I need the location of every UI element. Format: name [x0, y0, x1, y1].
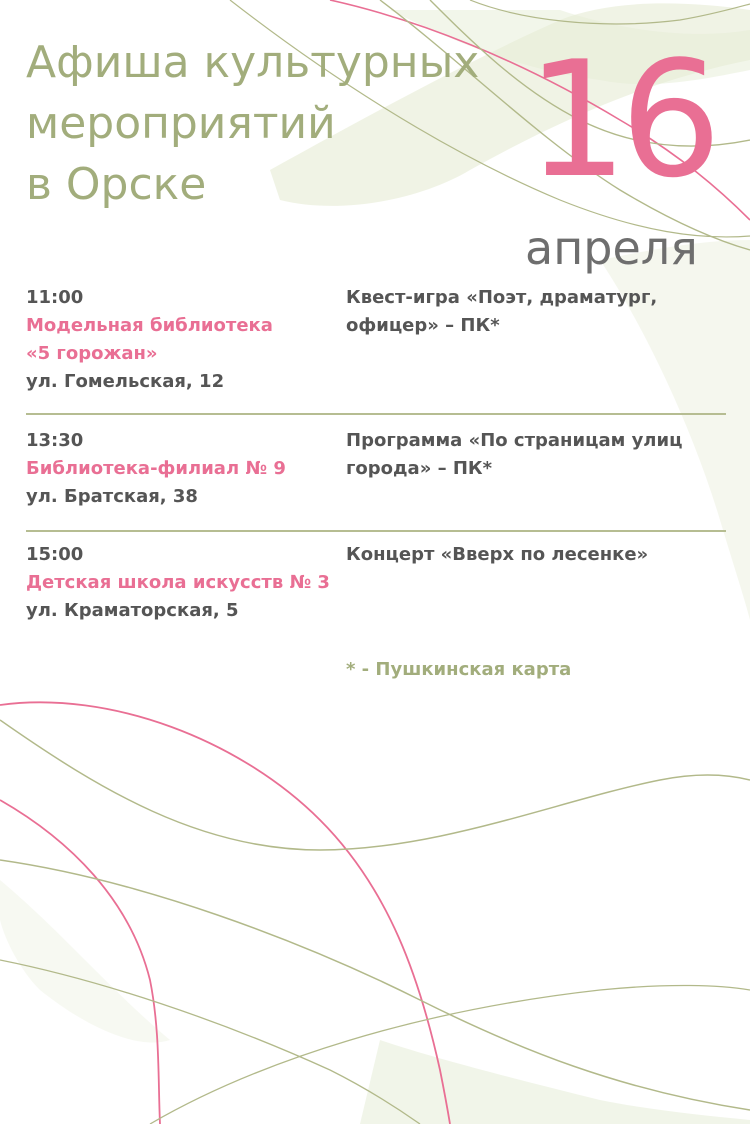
event-address: ул. Братская, 38 — [26, 486, 198, 507]
title-line-3: в Орске — [26, 159, 207, 210]
event-time: 15:00 — [26, 544, 84, 565]
event-venue-block — [26, 541, 336, 625]
event-description: Квест-игра «Поэт, драматург, офицер» – ПК* — [346, 287, 658, 336]
event-venue-block — [26, 427, 336, 511]
event-place-line: Библиотека-филиал № 9 — [26, 458, 286, 479]
event-address: ул. Краматорская, 5 — [26, 600, 239, 621]
event-divider — [26, 413, 726, 415]
event-venue-block — [26, 284, 336, 396]
pushkin-card-footnote: * - Пушкинская карта — [346, 659, 572, 680]
event-place-line: Детская школа искусств № 3 — [26, 572, 330, 593]
date-month: апреля — [525, 221, 698, 275]
event-place-line: «5 горожан» — [26, 343, 158, 364]
event-description: Программа «По страницам улиц города» – ПК* — [346, 430, 683, 479]
event-time: 13:30 — [26, 430, 84, 451]
event-place-line: Модельная библиотека — [26, 315, 273, 336]
event-divider — [26, 530, 726, 532]
title-line-2: мероприятий — [26, 98, 336, 149]
event-description: Концерт «Вверх по лесенке» — [346, 544, 649, 565]
event-address: ул. Гомельская, 12 — [26, 371, 225, 392]
event-time: 11:00 — [26, 287, 84, 308]
date-day: 16 — [526, 26, 714, 213]
title-line-1: Афиша культурных — [26, 37, 480, 88]
poster-title — [26, 32, 479, 215]
